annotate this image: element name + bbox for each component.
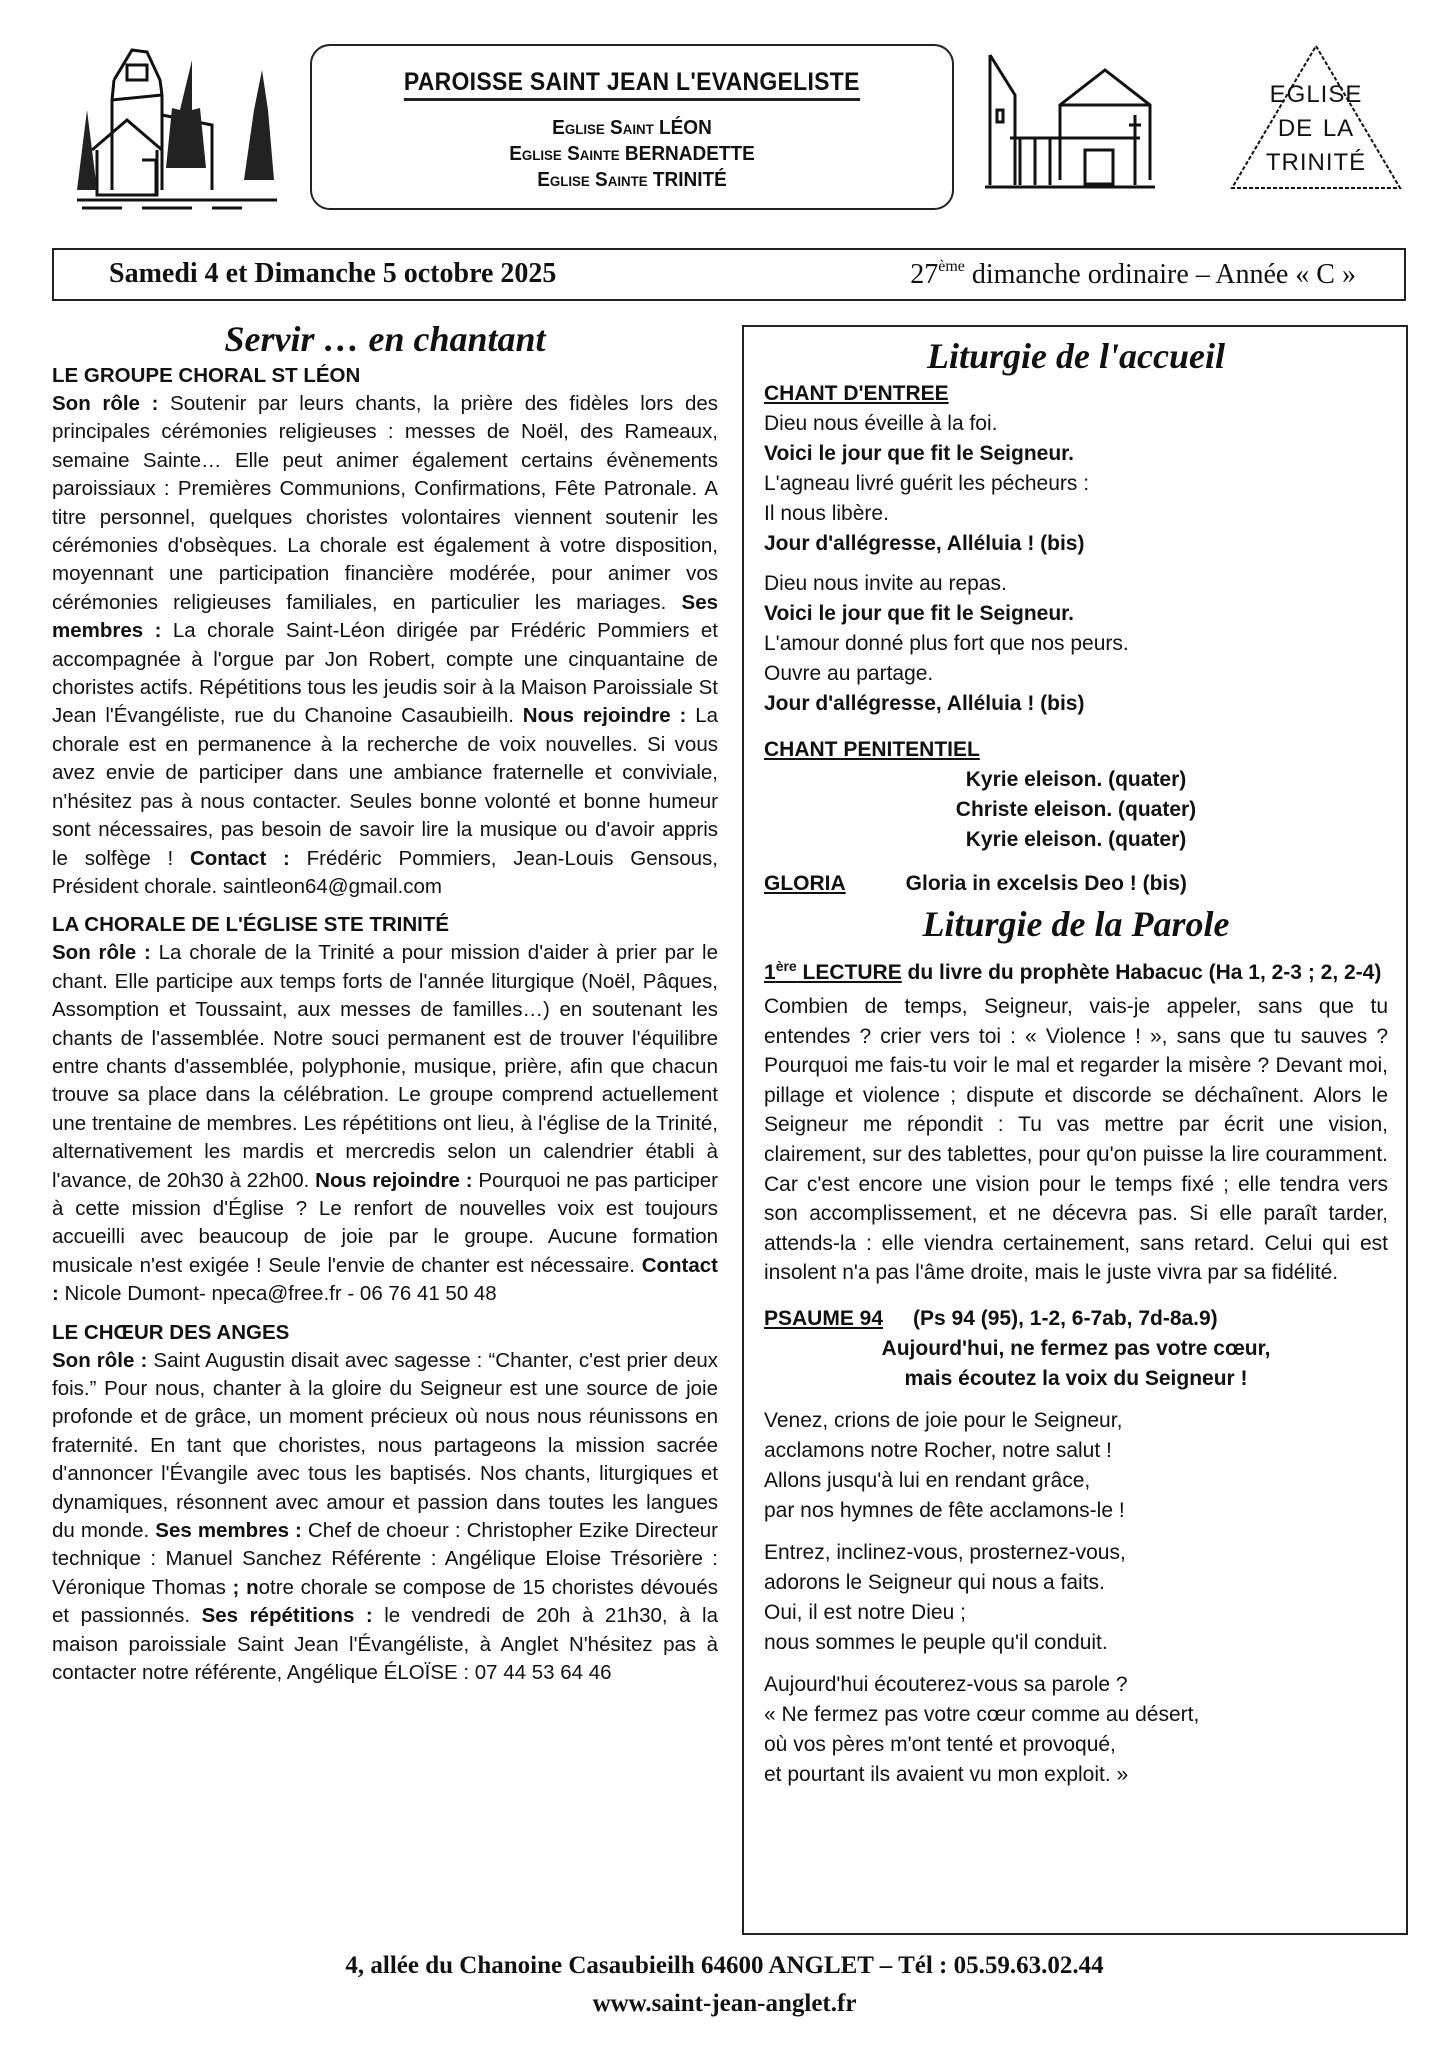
lyric-line: Ouvre au partage. xyxy=(764,662,934,685)
psalm-line: par nos hymnes de fête acclamons-le ! xyxy=(764,1498,1125,1522)
first-reading-heading xyxy=(764,951,1388,988)
psalm-line: Venez, crions de joie pour le Seigneur, xyxy=(764,1408,1123,1432)
psalm-heading: PSAUME 94 xyxy=(764,1306,884,1330)
kyrie-line: Kyrie eleison. (quater) xyxy=(965,768,1187,791)
lyric-line: L'agneau livré guérit les pécheurs : xyxy=(764,472,1090,495)
psalm-refrain xyxy=(764,1334,1388,1394)
section-paragraph xyxy=(52,1347,718,1688)
psalm-stanza xyxy=(764,1406,1388,1526)
run-label: Ses membres : xyxy=(155,1519,308,1543)
section-heading: LE CHŒUR DES ANGES xyxy=(52,1320,290,1344)
saint-leon-church-drawing-icon xyxy=(72,40,292,210)
run-label: Nous rejoindre : xyxy=(522,704,696,728)
psalm-stanza xyxy=(764,1670,1388,1790)
run-label: Ses membres : xyxy=(52,590,718,643)
choir-sections xyxy=(52,362,718,1687)
run-text: La chorale de la Trinité a pour mission d'aider à prier par le chant. Elle participe aux temps forts de l'année liturgique (Noël, Pâques, Assomption et Toussaint, aux messes de familles…) en soutenant les chants de l'assemblée. Notre souci permanent est de trouver l'équilibre entre chants d'assemblée, polyphonie, musique, prière, afin que chacun trouve sa place dans la célébration. Le groupe comprend actuellement une trentaine de membres. Les répétitions ont lieu, à l'église de la Trinité, alternativement les mardis et mercredis selon un calendrier établi à l'avance, de 20h30 à 22h00. xyxy=(52,941,718,1192)
sunday-description: dimanche ordinaire – Année « C » xyxy=(964,259,1356,290)
gloria-heading: GLORIA xyxy=(764,872,846,895)
liturgical-sunday xyxy=(910,258,1356,291)
psalm-reference: (Ps 94 (95), 1-2, 6-7ab, 7d-8a.9) xyxy=(913,1306,1218,1330)
section-heading: LA CHORALE DE L'ÉGLISE STE TRINITÉ xyxy=(52,913,450,937)
lyric-line: Jour d'allégresse, Alléluia ! (bis) xyxy=(764,532,1085,555)
section-heading: LE GROUPE CHORAL ST LÉON xyxy=(52,364,361,387)
entrance-chant-lyrics xyxy=(764,409,1388,719)
lyric-line: Dieu nous éveille à la foi. xyxy=(764,412,998,435)
lyric-stanza xyxy=(764,409,1388,559)
kyrie-line: Kyrie eleison. (quater) xyxy=(965,828,1187,851)
run-text: La chorale Saint-Léon dirigée par Frédéric Pommiers et accompagnée à l'orgue par Jon Robert, compte une cinquantaine de choristes actifs. Répétitions tous les jeudis soir à la Maison Paroissiale St Jean l'Évangéliste, rue du Chanoine Casaubieilh. xyxy=(52,619,718,728)
psalm-line: acclamons notre Rocher, notre salut ! xyxy=(764,1438,1112,1462)
section-paragraph xyxy=(52,390,718,901)
kyrie-line: Christe eleison. (quater) xyxy=(955,798,1197,821)
lyric-stanza xyxy=(764,569,1388,719)
psalm-verses xyxy=(764,1406,1388,1790)
gloria-text: Gloria in excelsis Deo ! (bis) xyxy=(905,872,1187,895)
first-reading-text: Combien de temps, Seigneur, vais-je appeler, sans que tu entendes ? crier vers toi : « Violence ! », sans que tu sauves ? Pourquoi me fais-tu voir le mal et regarder la misère ? Devant moi, pillage et violence ; dispute et discorde se déchaînent. Alors le Seigneur me répondit : Tu vas mettre par écrit une vision, clairement, sur des tablettes, pour qu'on puisse la lire couramment. Car c'est encore une vision pour le temps fixé ; elle tendra vers son accomplissement, et ne décevra pas. Si elle paraît tarder, attends-la : elle viendra certainement, sans retard. Celui qui est insolent n'a pas l'âme droite, mais le juste vivra par sa fidélité. xyxy=(764,995,1388,1285)
reading-ordinal-suffix: ère xyxy=(775,958,797,974)
reading-label: LECTURE xyxy=(796,961,902,984)
psalm-line: Aujourd'hui écouterez-vous sa parole ? xyxy=(764,1672,1128,1696)
penitential-chant-heading: CHANT PENITENTIEL xyxy=(764,738,980,761)
psalm-line: Entrez, inclinez-vous, prosternez-vous, xyxy=(764,1540,1126,1564)
choirs-column xyxy=(52,318,718,1697)
psalm-line: Allons jusqu'à lui en rendant grâce, xyxy=(764,1468,1091,1492)
run-label: Contact : xyxy=(52,1253,718,1306)
reading-source: du livre du prophète Habacuc (Ha 1, 2-3 ; 2, 2-4) xyxy=(901,961,1382,984)
run-label: ; n xyxy=(232,1575,259,1599)
penitential-chant-lyrics xyxy=(764,765,1388,855)
liturgy-box xyxy=(742,325,1408,1935)
parish-name: PAROISSE SAINT JEAN L'EVANGELISTE xyxy=(404,68,860,101)
run-text: otre chorale se compose de 15 choristes dévoués et passionnés. xyxy=(52,1575,718,1628)
psalm-line: « Ne fermez pas votre cœur comme au désert, xyxy=(764,1702,1200,1726)
date-banner xyxy=(52,248,1406,301)
lyric-line: Dieu nous invite au repas. xyxy=(764,572,1007,595)
church-sainte-bernadette: Eglise Sainte BERNADETTE xyxy=(509,143,755,165)
lyric-line: Voici le jour que fit le Seigneur. xyxy=(764,602,1075,625)
sunday-number: 27 xyxy=(910,259,939,290)
entrance-chant-heading: CHANT D'ENTREE xyxy=(764,382,949,405)
lyric-line: Voici le jour que fit le Seigneur. xyxy=(764,442,1075,465)
liturgy-welcome-title: Liturgie de l'accueil xyxy=(927,336,1225,376)
section-paragraph xyxy=(52,939,718,1308)
column-title: Servir … en chantant xyxy=(224,319,546,359)
run-text: Saint Augustin disait avec sagesse : “Chanter, c'est prier deux fois.” Pour nous, chanter à la gloire du Seigneur est une source de joie profonde et de grâce, un moment précieux où nous nous réunissons en fraternité. En tant que choristes, nous partageons la mission sacrée d'annoncer l'Évangile avec tous les baptisés. Nos chants, liturgiques et dynamiques, résonnent avec amour et passion dans toutes les langues du monde. xyxy=(52,1348,718,1543)
run-text: Pourquoi ne pas participer à cette mission d'Église ? Le renfort de nouvelles voix est toujours accueilli avec beaucoup de joie par le groupe. Aucune formation musicale n'est exigée ! Seule l'envie de chanter est nécessaire. xyxy=(52,1168,718,1277)
run-text: Soutenir par leurs chants, la prière des fidèles lors des principales cérémonies religieuses : messes de Noël, des Rameaux, semaine Sainte… Elle peut animer également certains évènements paroissiaux : Premières Communions, Confirmations, Fête Patronale. A titre personnel, quelques choristes volontaires viennent soutenir les cérémonies d'obsèques. La chorale est également à votre disposition, moyennant une participation financière modérée, pour animer vos cérémonies religieuses familiales, en particulier les mariages. xyxy=(52,392,718,614)
lyric-line: Jour d'allégresse, Alléluia ! (bis) xyxy=(764,692,1085,715)
run-text: La chorale est en permanence à la recherche de voix nouvelles. Si vous avez envie de participer dans une ambiance fraternelle et conviviale, n'hésitez pas à nous contacter. Seules bonne volonté et bonne humeur sont nécessaires, pas besoin de savoir lire la musique ou d'avoir appris le solfège ! xyxy=(52,704,718,870)
psalm-line: adorons le Seigneur qui nous a faits. xyxy=(764,1570,1105,1594)
psalm-line: où vos pères m'ont tenté et provoqué, xyxy=(764,1732,1116,1756)
sunday-ordinal-suffix: ème xyxy=(938,258,965,275)
run-label: Ses répétitions : xyxy=(201,1604,385,1628)
run-label: Contact : xyxy=(189,846,307,870)
run-text: Frédéric Pommiers, Jean-Louis Gensous, Président chorale. saintleon64@gmail.com xyxy=(52,846,719,898)
parish-website[interactable]: www.saint-jean-anglet.fr xyxy=(592,1990,857,2017)
run-label: Son rôle : xyxy=(52,1348,154,1372)
lyric-line: Il nous libère. xyxy=(764,502,889,525)
trinity-logo-lettering: EGLISE DE LA TRINITÉ xyxy=(1265,81,1367,176)
refrain-line: Aujourd'hui, ne fermez pas votre cœur, xyxy=(881,1336,1271,1360)
liturgy-word-title: Liturgie de la Parole xyxy=(922,904,1230,944)
run-label: Son rôle : xyxy=(52,941,159,965)
run-label: Nous rejoindre : xyxy=(315,1168,479,1192)
sainte-bernadette-church-drawing-icon xyxy=(985,50,1195,195)
parish-header-box xyxy=(310,44,954,210)
psalm-line: Oui, il est notre Dieu ; xyxy=(764,1600,966,1624)
psalm-stanza xyxy=(764,1538,1388,1658)
lyric-line: L'amour donné plus fort que nos peurs. xyxy=(764,632,1129,655)
run-text: Nicole Dumont- npeca@free.fr - 06 76 41 50 48 xyxy=(64,1282,497,1306)
refrain-line: mais écoutez la voix du Seigneur ! xyxy=(904,1366,1248,1390)
church-saint-leon: Eglise Saint LÉON xyxy=(552,117,712,139)
run-text: le vendredi de 20h à 21h30, à la maison paroissiale Saint Jean l'Évangéliste, à Anglet N'hésitez pas à contacter notre référente, Angélique ÉLOÏSE : 07 44 53 64 46 xyxy=(52,1604,718,1685)
reading-number: 1 xyxy=(764,961,776,984)
weekend-dates: Samedi 4 et Dimanche 5 octobre 2025 xyxy=(109,258,557,289)
run-text: Chef de choeur : Christopher Ezike Directeur technique : Manuel Sanchez Référente : Angélique Eloise Trésorière : Véronique Thomas xyxy=(52,1519,718,1599)
run-label: Son rôle : xyxy=(52,392,171,415)
psalm-line: et pourtant ils avaient vu mon exploit. » xyxy=(764,1762,1129,1786)
church-sainte-trinite: Eglise Sainte TRINITÉ xyxy=(537,169,727,191)
parish-address: 4, allée du Chanoine Casaubieilh 64600 ANGLET – Tél : 05.59.63.02.44 xyxy=(345,1952,1104,1979)
psalm-line: nous sommes le peuple qu'il conduit. xyxy=(764,1630,1108,1654)
